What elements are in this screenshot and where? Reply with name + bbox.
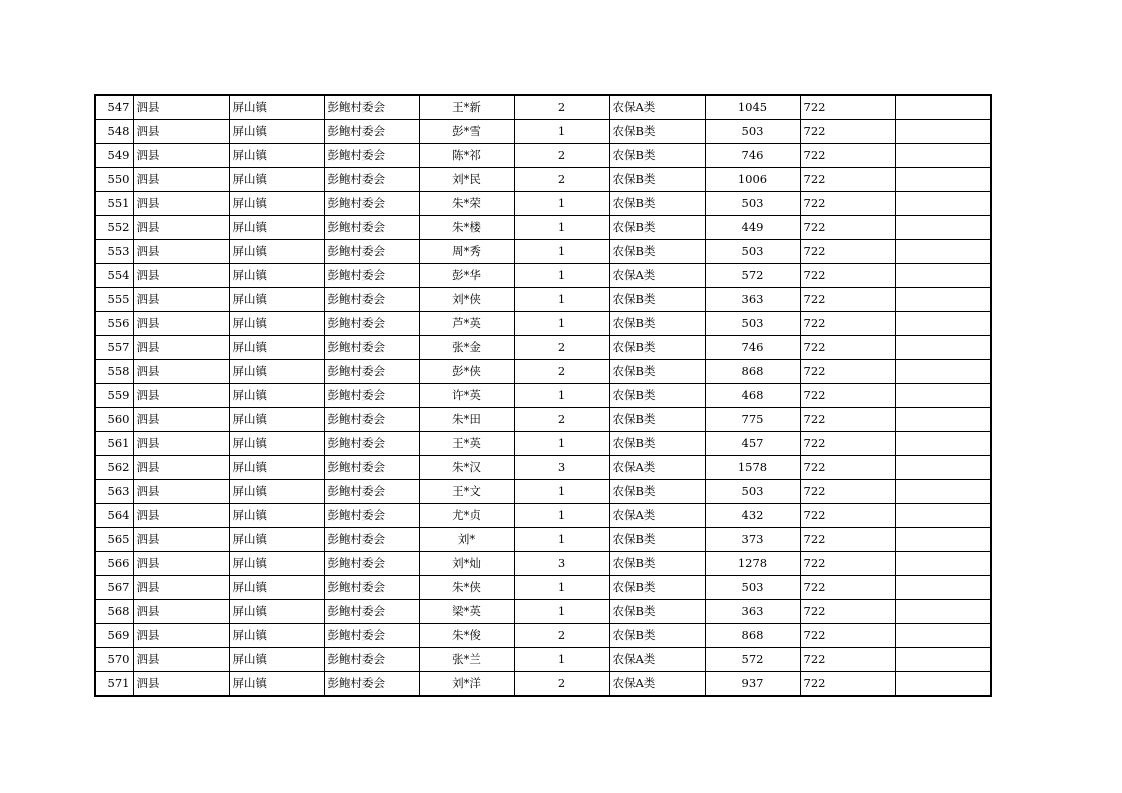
cell-village-committee: 彭鲍村委会 (324, 240, 419, 264)
cell-note (895, 336, 991, 360)
cell-standard: 722 (800, 216, 895, 240)
cell-amount: 503 (705, 192, 800, 216)
cell-serial-number: 564 (95, 504, 133, 528)
cell-insurance-category: 农保B类 (609, 144, 705, 168)
cell-recipient-name: 朱*田 (419, 408, 514, 432)
cell-insurance-category: 农保B类 (609, 528, 705, 552)
cell-village-committee: 彭鲍村委会 (324, 456, 419, 480)
cell-county: 泗县 (133, 552, 229, 576)
cell-village-committee: 彭鲍村委会 (324, 216, 419, 240)
cell-town: 屏山镇 (229, 312, 324, 336)
cell-town: 屏山镇 (229, 144, 324, 168)
cell-village-committee: 彭鲍村委会 (324, 95, 419, 120)
cell-household-count: 1 (514, 600, 609, 624)
cell-amount: 1278 (705, 552, 800, 576)
cell-household-count: 1 (514, 480, 609, 504)
cell-standard: 722 (800, 504, 895, 528)
cell-county: 泗县 (133, 336, 229, 360)
cell-amount: 363 (705, 600, 800, 624)
cell-county: 泗县 (133, 216, 229, 240)
cell-town: 屏山镇 (229, 120, 324, 144)
cell-serial-number: 567 (95, 576, 133, 600)
cell-serial-number: 568 (95, 600, 133, 624)
cell-note (895, 360, 991, 384)
cell-insurance-category: 农保B类 (609, 288, 705, 312)
cell-town: 屏山镇 (229, 624, 324, 648)
cell-town: 屏山镇 (229, 240, 324, 264)
cell-standard: 722 (800, 95, 895, 120)
cell-insurance-category: 农保B类 (609, 480, 705, 504)
cell-county: 泗县 (133, 672, 229, 697)
cell-household-count: 1 (514, 264, 609, 288)
cell-recipient-name: 陈*祁 (419, 144, 514, 168)
cell-standard: 722 (800, 480, 895, 504)
cell-town: 屏山镇 (229, 672, 324, 697)
cell-county: 泗县 (133, 144, 229, 168)
cell-village-committee: 彭鲍村委会 (324, 336, 419, 360)
cell-insurance-category: 农保B类 (609, 336, 705, 360)
cell-town: 屏山镇 (229, 600, 324, 624)
cell-insurance-category: 农保A类 (609, 264, 705, 288)
table-row (95, 648, 991, 672)
cell-town: 屏山镇 (229, 384, 324, 408)
cell-insurance-category: 农保B类 (609, 120, 705, 144)
cell-village-committee: 彭鲍村委会 (324, 432, 419, 456)
cell-town: 屏山镇 (229, 432, 324, 456)
cell-note (895, 240, 991, 264)
cell-household-count: 2 (514, 336, 609, 360)
cell-household-count: 2 (514, 168, 609, 192)
cell-town: 屏山镇 (229, 192, 324, 216)
cell-standard: 722 (800, 240, 895, 264)
cell-county: 泗县 (133, 240, 229, 264)
cell-note (895, 528, 991, 552)
cell-village-committee: 彭鲍村委会 (324, 624, 419, 648)
cell-recipient-name: 刘*灿 (419, 552, 514, 576)
cell-standard: 722 (800, 600, 895, 624)
cell-note (895, 552, 991, 576)
cell-standard: 722 (800, 192, 895, 216)
cell-note (895, 648, 991, 672)
cell-standard: 722 (800, 672, 895, 697)
cell-county: 泗县 (133, 624, 229, 648)
cell-county: 泗县 (133, 648, 229, 672)
cell-county: 泗县 (133, 408, 229, 432)
cell-serial-number: 551 (95, 192, 133, 216)
cell-recipient-name: 刘*洋 (419, 672, 514, 697)
cell-household-count: 1 (514, 288, 609, 312)
table-row (95, 312, 991, 336)
cell-insurance-category: 农保B类 (609, 216, 705, 240)
cell-town: 屏山镇 (229, 360, 324, 384)
cell-village-committee: 彭鲍村委会 (324, 528, 419, 552)
cell-household-count: 1 (514, 384, 609, 408)
cell-recipient-name: 王*英 (419, 432, 514, 456)
cell-county: 泗县 (133, 504, 229, 528)
cell-serial-number: 556 (95, 312, 133, 336)
cell-recipient-name: 刘*侠 (419, 288, 514, 312)
cell-insurance-category: 农保B类 (609, 168, 705, 192)
cell-serial-number: 549 (95, 144, 133, 168)
cell-household-count: 2 (514, 624, 609, 648)
cell-insurance-category: 农保A类 (609, 672, 705, 697)
cell-note (895, 95, 991, 120)
cell-serial-number: 548 (95, 120, 133, 144)
cell-amount: 1578 (705, 456, 800, 480)
cell-insurance-category: 农保B类 (609, 384, 705, 408)
cell-insurance-category: 农保B类 (609, 192, 705, 216)
cell-insurance-category: 农保A类 (609, 456, 705, 480)
cell-town: 屏山镇 (229, 95, 324, 120)
cell-insurance-category: 农保B类 (609, 432, 705, 456)
cell-county: 泗县 (133, 288, 229, 312)
cell-amount: 572 (705, 264, 800, 288)
table-row (95, 240, 991, 264)
cell-household-count: 1 (514, 576, 609, 600)
cell-county: 泗县 (133, 528, 229, 552)
cell-note (895, 624, 991, 648)
cell-insurance-category: 农保B类 (609, 240, 705, 264)
cell-serial-number: 566 (95, 552, 133, 576)
cell-county: 泗县 (133, 120, 229, 144)
table-row (95, 456, 991, 480)
cell-amount: 373 (705, 528, 800, 552)
table-row (95, 624, 991, 648)
cell-county: 泗县 (133, 480, 229, 504)
cell-recipient-name: 许*英 (419, 384, 514, 408)
cell-recipient-name: 周*秀 (419, 240, 514, 264)
cell-serial-number: 555 (95, 288, 133, 312)
table-row (95, 120, 991, 144)
cell-household-count: 2 (514, 360, 609, 384)
cell-village-committee: 彭鲍村委会 (324, 480, 419, 504)
cell-town: 屏山镇 (229, 504, 324, 528)
cell-serial-number: 547 (95, 95, 133, 120)
cell-recipient-name: 梁*英 (419, 600, 514, 624)
cell-note (895, 168, 991, 192)
cell-household-count: 1 (514, 504, 609, 528)
cell-note (895, 432, 991, 456)
cell-household-count: 1 (514, 432, 609, 456)
cell-note (895, 120, 991, 144)
cell-standard: 722 (800, 144, 895, 168)
cell-standard: 722 (800, 168, 895, 192)
cell-county: 泗县 (133, 576, 229, 600)
cell-village-committee: 彭鲍村委会 (324, 264, 419, 288)
cell-serial-number: 561 (95, 432, 133, 456)
cell-town: 屏山镇 (229, 456, 324, 480)
cell-household-count: 3 (514, 552, 609, 576)
cell-serial-number: 571 (95, 672, 133, 697)
cell-insurance-category: 农保A类 (609, 504, 705, 528)
cell-note (895, 216, 991, 240)
cell-town: 屏山镇 (229, 480, 324, 504)
cell-note (895, 264, 991, 288)
cell-village-committee: 彭鲍村委会 (324, 288, 419, 312)
table-row (95, 528, 991, 552)
cell-standard: 722 (800, 264, 895, 288)
cell-village-committee: 彭鲍村委会 (324, 168, 419, 192)
cell-village-committee: 彭鲍村委会 (324, 384, 419, 408)
cell-village-committee: 彭鲍村委会 (324, 672, 419, 697)
cell-recipient-name: 朱*荣 (419, 192, 514, 216)
cell-county: 泗县 (133, 384, 229, 408)
table-row (95, 168, 991, 192)
cell-serial-number: 570 (95, 648, 133, 672)
cell-note (895, 192, 991, 216)
cell-serial-number: 550 (95, 168, 133, 192)
cell-household-count: 1 (514, 216, 609, 240)
cell-standard: 722 (800, 312, 895, 336)
cell-amount: 572 (705, 648, 800, 672)
cell-amount: 468 (705, 384, 800, 408)
cell-town: 屏山镇 (229, 168, 324, 192)
cell-insurance-category: 农保B类 (609, 360, 705, 384)
cell-county: 泗县 (133, 312, 229, 336)
cell-note (895, 600, 991, 624)
cell-amount: 457 (705, 432, 800, 456)
roster-sheet (94, 94, 990, 697)
table-row (95, 384, 991, 408)
cell-amount: 1006 (705, 168, 800, 192)
table-row (95, 192, 991, 216)
cell-recipient-name: 彭*华 (419, 264, 514, 288)
roster-body (95, 95, 991, 696)
cell-village-committee: 彭鲍村委会 (324, 120, 419, 144)
table-row (95, 552, 991, 576)
cell-town: 屏山镇 (229, 288, 324, 312)
cell-recipient-name: 朱*汉 (419, 456, 514, 480)
cell-serial-number: 553 (95, 240, 133, 264)
cell-serial-number: 559 (95, 384, 133, 408)
cell-amount: 449 (705, 216, 800, 240)
cell-serial-number: 562 (95, 456, 133, 480)
cell-recipient-name: 刘*民 (419, 168, 514, 192)
cell-note (895, 384, 991, 408)
cell-recipient-name: 朱*侠 (419, 576, 514, 600)
cell-insurance-category: 农保B类 (609, 552, 705, 576)
table-row (95, 432, 991, 456)
cell-village-committee: 彭鲍村委会 (324, 360, 419, 384)
table-row (95, 360, 991, 384)
cell-note (895, 672, 991, 697)
cell-insurance-category: 农保B类 (609, 312, 705, 336)
cell-note (895, 288, 991, 312)
cell-note (895, 576, 991, 600)
cell-recipient-name: 朱*俊 (419, 624, 514, 648)
table-row (95, 408, 991, 432)
cell-household-count: 1 (514, 528, 609, 552)
cell-household-count: 1 (514, 648, 609, 672)
cell-household-count: 2 (514, 672, 609, 697)
cell-town: 屏山镇 (229, 216, 324, 240)
cell-note (895, 456, 991, 480)
cell-household-count: 1 (514, 192, 609, 216)
cell-standard: 722 (800, 120, 895, 144)
cell-village-committee: 彭鲍村委会 (324, 552, 419, 576)
cell-insurance-category: 农保A类 (609, 648, 705, 672)
table-row (95, 95, 991, 120)
cell-note (895, 144, 991, 168)
cell-insurance-category: 农保B类 (609, 576, 705, 600)
cell-town: 屏山镇 (229, 408, 324, 432)
cell-recipient-name: 张*金 (419, 336, 514, 360)
cell-recipient-name: 彭*雪 (419, 120, 514, 144)
cell-amount: 503 (705, 576, 800, 600)
cell-insurance-category: 农保A类 (609, 95, 705, 120)
cell-town: 屏山镇 (229, 264, 324, 288)
cell-standard: 722 (800, 456, 895, 480)
cell-household-count: 1 (514, 120, 609, 144)
cell-county: 泗县 (133, 95, 229, 120)
roster-table (94, 94, 992, 697)
cell-town: 屏山镇 (229, 648, 324, 672)
cell-standard: 722 (800, 360, 895, 384)
cell-amount: 868 (705, 624, 800, 648)
cell-village-committee: 彭鲍村委会 (324, 144, 419, 168)
cell-serial-number: 569 (95, 624, 133, 648)
cell-serial-number: 554 (95, 264, 133, 288)
table-row (95, 504, 991, 528)
cell-standard: 722 (800, 432, 895, 456)
cell-county: 泗县 (133, 264, 229, 288)
cell-county: 泗县 (133, 192, 229, 216)
cell-town: 屏山镇 (229, 336, 324, 360)
cell-amount: 746 (705, 144, 800, 168)
cell-household-count: 2 (514, 144, 609, 168)
cell-county: 泗县 (133, 360, 229, 384)
cell-standard: 722 (800, 336, 895, 360)
cell-recipient-name: 朱*楼 (419, 216, 514, 240)
cell-insurance-category: 农保B类 (609, 624, 705, 648)
cell-serial-number: 563 (95, 480, 133, 504)
cell-amount: 937 (705, 672, 800, 697)
table-row (95, 480, 991, 504)
cell-recipient-name: 张*兰 (419, 648, 514, 672)
cell-standard: 722 (800, 552, 895, 576)
cell-note (895, 312, 991, 336)
cell-recipient-name: 王*新 (419, 95, 514, 120)
cell-village-committee: 彭鲍村委会 (324, 504, 419, 528)
cell-household-count: 1 (514, 312, 609, 336)
cell-amount: 775 (705, 408, 800, 432)
cell-insurance-category: 农保B类 (609, 408, 705, 432)
cell-household-count: 2 (514, 95, 609, 120)
cell-amount: 432 (705, 504, 800, 528)
table-row (95, 600, 991, 624)
cell-amount: 503 (705, 480, 800, 504)
cell-standard: 722 (800, 384, 895, 408)
cell-household-count: 3 (514, 456, 609, 480)
table-row (95, 576, 991, 600)
cell-household-count: 2 (514, 408, 609, 432)
cell-county: 泗县 (133, 168, 229, 192)
cell-village-committee: 彭鲍村委会 (324, 408, 419, 432)
cell-standard: 722 (800, 624, 895, 648)
cell-recipient-name: 刘* (419, 528, 514, 552)
cell-village-committee: 彭鲍村委会 (324, 600, 419, 624)
cell-village-committee: 彭鲍村委会 (324, 576, 419, 600)
cell-serial-number: 565 (95, 528, 133, 552)
cell-standard: 722 (800, 408, 895, 432)
cell-insurance-category: 农保B类 (609, 600, 705, 624)
cell-amount: 503 (705, 240, 800, 264)
cell-amount: 868 (705, 360, 800, 384)
cell-town: 屏山镇 (229, 576, 324, 600)
cell-village-committee: 彭鲍村委会 (324, 312, 419, 336)
cell-county: 泗县 (133, 432, 229, 456)
cell-recipient-name: 尤*贞 (419, 504, 514, 528)
cell-standard: 722 (800, 528, 895, 552)
table-row (95, 288, 991, 312)
table-row (95, 216, 991, 240)
cell-note (895, 408, 991, 432)
cell-serial-number: 560 (95, 408, 133, 432)
cell-amount: 503 (705, 312, 800, 336)
cell-amount: 503 (705, 120, 800, 144)
cell-amount: 363 (705, 288, 800, 312)
cell-recipient-name: 彭*侠 (419, 360, 514, 384)
cell-standard: 722 (800, 648, 895, 672)
cell-town: 屏山镇 (229, 552, 324, 576)
cell-standard: 722 (800, 288, 895, 312)
cell-village-committee: 彭鲍村委会 (324, 648, 419, 672)
table-row (95, 144, 991, 168)
cell-serial-number: 552 (95, 216, 133, 240)
table-row (95, 336, 991, 360)
cell-amount: 746 (705, 336, 800, 360)
cell-county: 泗县 (133, 600, 229, 624)
cell-note (895, 504, 991, 528)
cell-amount: 1045 (705, 95, 800, 120)
cell-serial-number: 557 (95, 336, 133, 360)
cell-serial-number: 558 (95, 360, 133, 384)
cell-note (895, 480, 991, 504)
cell-recipient-name: 芦*英 (419, 312, 514, 336)
cell-county: 泗县 (133, 456, 229, 480)
cell-recipient-name: 王*文 (419, 480, 514, 504)
cell-household-count: 1 (514, 240, 609, 264)
cell-standard: 722 (800, 576, 895, 600)
table-row (95, 264, 991, 288)
table-row (95, 672, 991, 697)
cell-village-committee: 彭鲍村委会 (324, 192, 419, 216)
cell-town: 屏山镇 (229, 528, 324, 552)
